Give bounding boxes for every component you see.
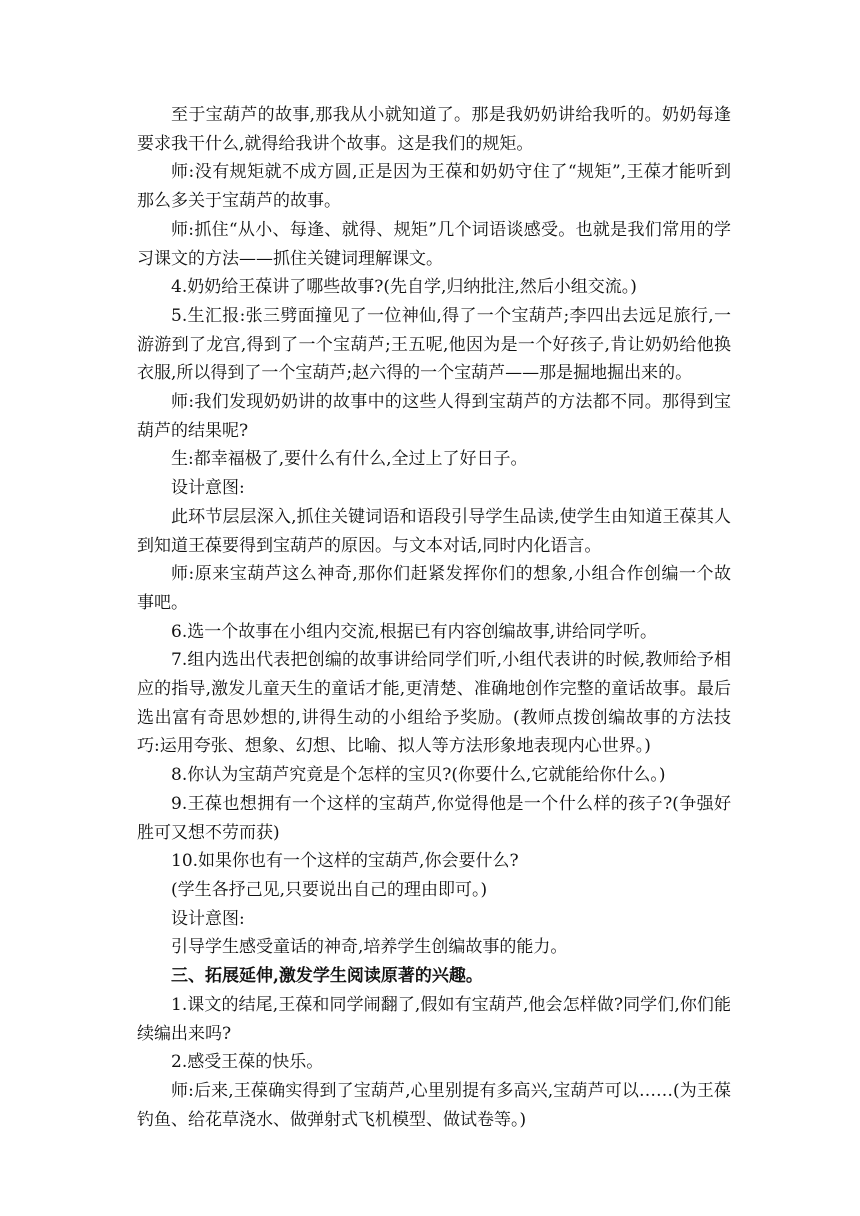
lesson-text xyxy=(137,101,731,1134)
paragraph-grandma-stories-intro: 至于宝葫芦的故事,那我从小就知道了。那是我奶奶讲给我听的。奶奶每逢要求我干什么,就得给我讲个故事。这是我们的规矩。 xyxy=(137,105,731,154)
paragraph-extension-2: 2.感受王葆的快乐。 xyxy=(171,1052,324,1073)
paragraph-design-intent-1-body: 此环节层层深入,抓住关键词语和语段引导学生品读,使学生由知道王葆其人到知道王葆要得到宝葫芦的原因。与文本对话,同时内化语言。 xyxy=(137,506,731,556)
paragraph-teacher-happiness: 师:后来,王葆确实得到了宝葫芦,心里别提有多高兴,宝葫芦可以……(为王葆钓鱼、给花草浇水、做弹射式飞机模型、做试卷等。) xyxy=(137,1080,731,1130)
paragraph-step-10: 10.如果你也有一个这样的宝葫芦,你会要什么? xyxy=(171,851,519,872)
paragraph-design-intent-1: 设计意图: xyxy=(171,478,245,499)
section-heading-extension: 三、拓展延伸,激发学生阅读原著的兴趣。 xyxy=(171,966,483,987)
paragraph-teacher-results: 师:我们发现奶奶讲的故事中的这些人得到宝葫芦的方法都不同。那得到宝葫芦的结果呢? xyxy=(137,392,731,441)
paragraph-step-5: 5.生汇报:张三劈面撞见了一位神仙,得了一个宝葫芦;李四出去远足旅行,一游游到了龙宫,得到了一个宝葫芦;王五呢,他因为是一个好孩子,肯让奶奶给他换衣服,所以得到了一个宝葫芦;赵六得的一个宝葫芦——那是掘地掘出来的。 xyxy=(137,305,731,384)
paragraph-step-8: 8.你认为宝葫芦究竟是个怎样的宝贝?(你要什么,它就能给你什么。) xyxy=(171,765,666,786)
paragraph-teacher-rules: 师:没有规矩就不成方圆,正是因为王葆和奶奶守住了“规矩”,王葆才能听到那么多关于宝葫芦的故事。 xyxy=(137,162,731,212)
paragraph-student-answer: 生:都幸福极了,要什么有什么,全过上了好日子。 xyxy=(171,449,528,470)
paragraph-design-intent-2-body: 引导学生感受童话的神奇,培养学生创编故事的能力。 xyxy=(171,937,568,958)
paragraph-step-7: 7.组内选出代表把创编的故事讲给同学们听,小组代表讲的时候,教师给予相应的指导,激发儿童天生的童话才能,更清楚、准确地创作完整的童话故事。最后选出富有奇思妙想的,讲得生动的小组给予奖励。(教师点拨创编故事的方法技巧:运用夸张、想象、幻想、比喻、拟人等方法形象地表现内心世界。) xyxy=(137,650,731,757)
paragraph-teacher-key-words: 师:抓住“从小、每逢、就得、规矩”几个词语谈感受。也就是我们常用的学习课文的方法——抓住关键词理解课文。 xyxy=(137,219,731,269)
paragraph-design-intent-2: 设计意图: xyxy=(171,908,245,929)
paragraph-teacher-imagine: 师:原来宝葫芦这么神奇,那你们赶紧发挥你们的想象,小组合作创编一个故事吧。 xyxy=(137,564,731,613)
paragraph-extension-1: 1.课文的结尾,王葆和同学闹翻了,假如有宝葫芦,他会怎样做?同学们,你们能续编出来吗? xyxy=(137,994,731,1044)
paragraph-step-4: 4.奶奶给王葆讲了哪些故事?(先自学,归纳批注,然后小组交流。) xyxy=(171,277,637,298)
paragraph-step-6: 6.选一个故事在小组内交流,根据已有内容创编故事,讲给同学听。 xyxy=(171,621,658,642)
paragraph-step-9: 9.王葆也想拥有一个这样的宝葫芦,你觉得他是一个什么样的孩子?(争强好胜可又想不劳而获) xyxy=(137,793,731,843)
paragraph-step-10-note: (学生各抒己见,只要说出自己的理由即可。) xyxy=(171,879,488,900)
